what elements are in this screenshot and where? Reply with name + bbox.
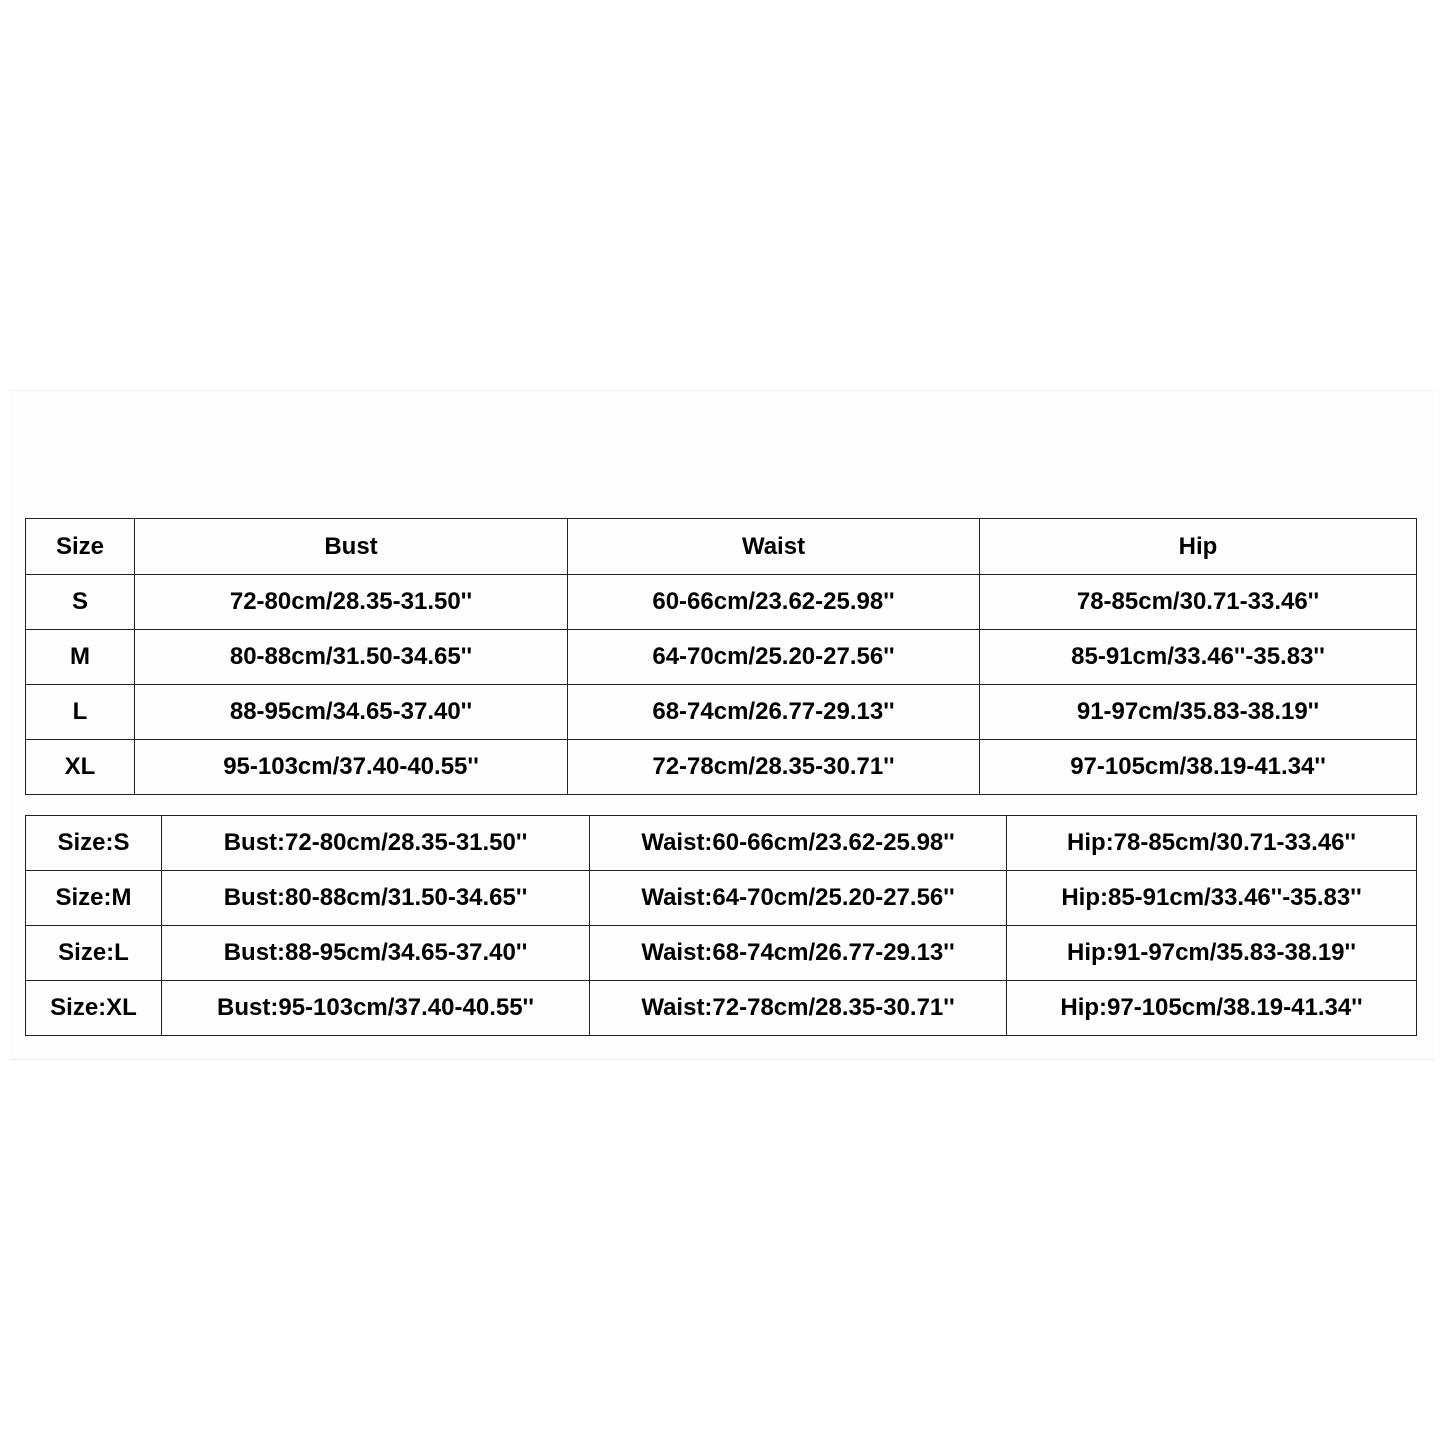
bust-cell: 95-103cm/37.40-40.55''	[135, 740, 568, 795]
bust-cell: 88-95cm/34.65-37.40''	[135, 685, 568, 740]
hip-cell: 91-97cm/35.83-38.19''	[980, 685, 1417, 740]
table-row	[26, 575, 1417, 630]
waist-cell: 68-74cm/26.77-29.13''	[568, 685, 980, 740]
table-row	[26, 816, 1417, 871]
size-cell: M	[26, 630, 135, 685]
size-cell: Size:L	[26, 926, 162, 981]
hip-cell: Hip:91-97cm/35.83-38.19''	[1007, 926, 1417, 981]
waist-cell: Waist:72-78cm/28.35-30.71''	[590, 981, 1007, 1036]
hip-cell: 97-105cm/38.19-41.34''	[980, 740, 1417, 795]
table-row	[26, 685, 1417, 740]
bust-cell: Bust:95-103cm/37.40-40.55''	[162, 981, 590, 1036]
hip-cell: Hip:78-85cm/30.71-33.46''	[1007, 816, 1417, 871]
waist-cell: 60-66cm/23.62-25.98''	[568, 575, 980, 630]
waist-cell: 64-70cm/25.20-27.56''	[568, 630, 980, 685]
waist-cell: 72-78cm/28.35-30.71''	[568, 740, 980, 795]
size-cell: Size:S	[26, 816, 162, 871]
bust-cell: Bust:88-95cm/34.65-37.40''	[162, 926, 590, 981]
size-cell: Size:XL	[26, 981, 162, 1036]
hip-cell: 78-85cm/30.71-33.46''	[980, 575, 1417, 630]
size-cell: L	[26, 685, 135, 740]
header-size: Size	[26, 519, 135, 575]
bust-cell: Bust:72-80cm/28.35-31.50''	[162, 816, 590, 871]
waist-cell: Waist:60-66cm/23.62-25.98''	[590, 816, 1007, 871]
table-row	[26, 926, 1417, 981]
hip-cell: Hip:85-91cm/33.46''-35.83''	[1007, 871, 1417, 926]
size-chart-table	[25, 518, 1417, 795]
bust-cell: Bust:80-88cm/31.50-34.65''	[162, 871, 590, 926]
size-cell: XL	[26, 740, 135, 795]
hip-cell: Hip:97-105cm/38.19-41.34''	[1007, 981, 1417, 1036]
header-waist: Waist	[568, 519, 980, 575]
table-row	[26, 630, 1417, 685]
size-cell: S	[26, 575, 135, 630]
waist-cell: Waist:68-74cm/26.77-29.13''	[590, 926, 1007, 981]
bust-cell: 80-88cm/31.50-34.65''	[135, 630, 568, 685]
table-header-row	[26, 519, 1417, 575]
table-row	[26, 981, 1417, 1036]
header-hip: Hip	[980, 519, 1417, 575]
hip-cell: 85-91cm/33.46''-35.83''	[980, 630, 1417, 685]
waist-cell: Waist:64-70cm/25.20-27.56''	[590, 871, 1007, 926]
table-row	[26, 740, 1417, 795]
bust-cell: 72-80cm/28.35-31.50''	[135, 575, 568, 630]
table-row	[26, 871, 1417, 926]
size-detail-table	[25, 815, 1417, 1036]
size-cell: Size:M	[26, 871, 162, 926]
header-bust: Bust	[135, 519, 568, 575]
